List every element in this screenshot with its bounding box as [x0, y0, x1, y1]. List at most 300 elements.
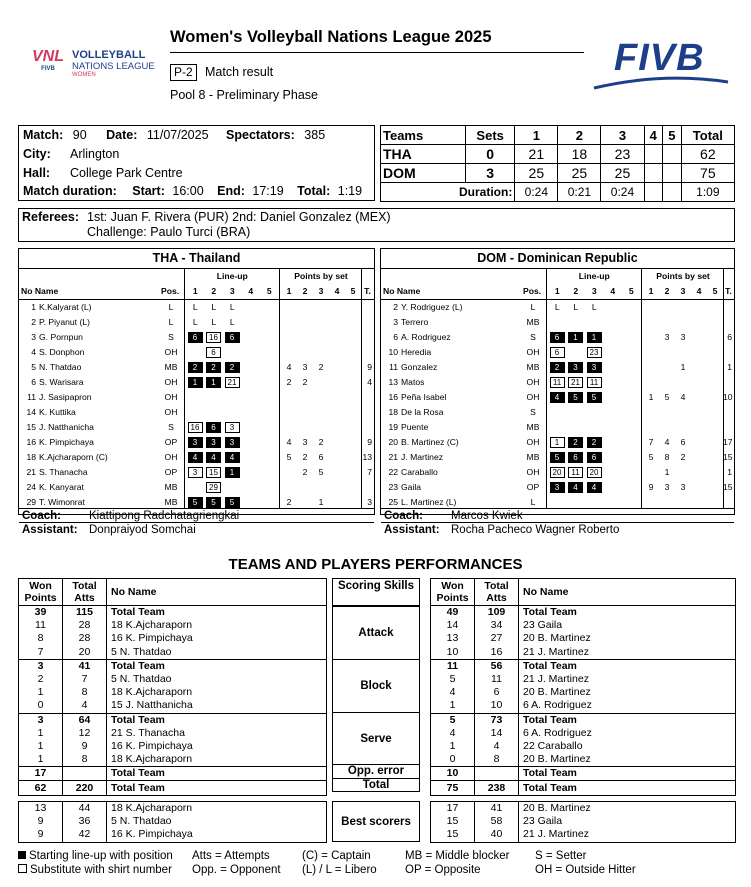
vnl-logo-line2: NATIONS LEAGUE — [72, 61, 155, 72]
player-name: Total Team — [107, 713, 327, 727]
set-points: 1 — [680, 362, 686, 372]
skill-label: Total — [332, 778, 420, 792]
assistant-label: Assistant: — [384, 524, 440, 536]
filled-square-icon — [18, 851, 26, 859]
skill-label: Opp. error — [332, 764, 420, 778]
total-attempts: 36 — [63, 815, 107, 828]
total-attempts: 14 — [475, 727, 519, 740]
won-points: 1 — [19, 753, 63, 767]
points-set-header: 1 — [648, 286, 654, 296]
set-points — [345, 315, 361, 330]
player-performance-row — [431, 686, 736, 699]
player-name: Puente — [401, 422, 429, 432]
points-by-set-header: Points by set — [294, 271, 348, 281]
player-name: J. Natthanicha — [39, 422, 94, 432]
player-name: K. Pimpichaya — [39, 437, 94, 447]
total-attempts: 20 — [63, 646, 107, 660]
set-points — [297, 300, 313, 315]
player-row — [381, 465, 734, 480]
legend-l5: (C) = Captain — [302, 850, 371, 862]
won-points: 14 — [431, 619, 475, 632]
starting-position-box: 6 — [550, 332, 565, 343]
set-points — [707, 375, 723, 390]
best-scorer-row — [19, 815, 327, 828]
referees-box — [18, 208, 735, 242]
set-points — [313, 405, 329, 420]
lineup-set-header: 5 — [628, 286, 634, 296]
player-row — [19, 330, 374, 345]
points-set-header: 4 — [696, 286, 702, 296]
substitute-box: 29 — [206, 482, 221, 493]
total-points: 15 — [723, 452, 733, 462]
set-points — [643, 330, 659, 345]
player-name: 6 A. Rodriguez — [519, 699, 736, 713]
column-divider — [546, 268, 547, 508]
starting-position-box: 5 — [550, 452, 565, 463]
set-points: 2 — [302, 452, 308, 462]
date-label: Date: — [106, 128, 138, 142]
points-set-header: 2 — [302, 286, 308, 296]
total-points-header: T. — [725, 286, 732, 296]
set-points — [643, 420, 659, 435]
won-points: 4 — [431, 686, 475, 699]
player-name: 20 B. Martinez — [519, 632, 736, 645]
player-name: Total Team — [107, 659, 327, 673]
performances-title: TEAMS AND PLAYERS PERFORMANCES — [228, 556, 523, 573]
set-points — [691, 450, 707, 465]
won-points: 2 — [19, 673, 63, 686]
total-points: 6 — [727, 332, 732, 342]
set-points: 5 — [286, 452, 292, 462]
starting-position-box: 3 — [568, 362, 583, 373]
lineup-set-header: 2 — [573, 286, 579, 296]
total-time: 1:19 — [337, 184, 363, 198]
starting-position-box: 2 — [550, 362, 565, 373]
points-set-header: 1 — [286, 286, 292, 296]
player-position: MB — [164, 482, 178, 492]
player-number: 3 — [393, 317, 398, 327]
lineup-set-header: 3 — [591, 286, 597, 296]
player-name: Total Team — [519, 606, 736, 620]
start-label: Start: — [132, 184, 165, 198]
set-points: 7 — [648, 437, 654, 447]
set-points — [659, 345, 675, 360]
lineup-set-header: 5 — [266, 286, 272, 296]
spectators-value: 385 — [304, 128, 326, 142]
score-cell: 3 — [466, 164, 515, 183]
player-name: K.Ajcharaporn (C) — [39, 452, 108, 462]
score-header-cell: Sets — [466, 126, 515, 145]
player-name: 5 N. Thatdao — [107, 815, 327, 828]
player-position: OH — [164, 392, 178, 402]
set-points — [329, 315, 345, 330]
team-total-row — [431, 781, 736, 795]
player-row — [381, 360, 734, 375]
player-row — [19, 405, 374, 420]
vnl-mark: VNL — [32, 48, 64, 65]
player-performance-row — [19, 646, 327, 660]
player-name: 23 Gaila — [519, 815, 736, 828]
player-name: 23 Gaila — [519, 619, 736, 632]
right-best-scorers-table — [430, 801, 736, 843]
won-points: 11 — [431, 659, 475, 673]
set-points — [345, 420, 361, 435]
total-attempts: 10 — [475, 699, 519, 713]
player-name: Total Team — [107, 767, 327, 781]
no-name-header: No Name — [107, 579, 327, 606]
player-performance-row — [19, 740, 327, 753]
set-points — [675, 375, 691, 390]
substitute-box: 11 — [568, 467, 583, 478]
score-header-cell: 5 — [663, 126, 682, 145]
score-cell: 62 — [681, 145, 734, 164]
column-divider — [279, 268, 280, 508]
assistant-row — [19, 522, 374, 537]
end-time: 17:19 — [252, 184, 284, 198]
lineup-header: Line-up — [216, 271, 248, 281]
team-total-row — [19, 767, 327, 781]
substitute-box: 21 — [225, 377, 240, 388]
team-title: DOM - Dominican Republic — [381, 249, 734, 269]
column-divider — [184, 268, 185, 508]
score-team-code: THA — [381, 145, 466, 164]
coach-row — [19, 508, 374, 523]
player-performance-row — [19, 753, 327, 767]
player-position: OH — [164, 377, 178, 387]
player-name: 18 K.Ajcharaporn — [107, 753, 327, 767]
starting-position-box: 5 — [206, 497, 221, 508]
set-duration — [663, 183, 682, 202]
starting-position-box: 1 — [225, 467, 240, 478]
player-position: S — [530, 332, 536, 342]
lineup-set-header: 1 — [192, 286, 198, 296]
player-performance-row — [431, 673, 736, 686]
player-number: 18 — [388, 407, 398, 417]
won-points: 0 — [19, 699, 63, 713]
score-header-cell: 1 — [515, 126, 558, 145]
no-name-header: No Name — [383, 286, 421, 296]
set-points: 6 — [318, 452, 324, 462]
match-number: 90 — [72, 128, 87, 142]
end-label: End: — [217, 184, 245, 198]
total-attempts: 28 — [63, 632, 107, 645]
total-attempts: 42 — [63, 828, 107, 842]
set-points: 1 — [648, 392, 654, 402]
player-row — [19, 450, 374, 465]
won-points: 5 — [431, 713, 475, 727]
set-points — [691, 420, 707, 435]
total-points — [723, 345, 732, 360]
player-row — [19, 360, 374, 375]
player-row — [19, 390, 374, 405]
player-row — [381, 330, 734, 345]
set-points: 3 — [680, 332, 686, 342]
set-points — [281, 465, 297, 480]
set-points: 4 — [286, 362, 292, 372]
total-atts-header: Total Atts — [475, 579, 519, 606]
performance-header-row — [19, 579, 327, 606]
legend-l2: Substitute with shirt number — [30, 864, 172, 876]
start-time: 16:00 — [172, 184, 204, 198]
total-points: 9 — [367, 437, 372, 447]
set-points — [329, 405, 345, 420]
player-row — [19, 300, 374, 315]
player-name: 20 B. Martinez — [519, 802, 736, 816]
set-points — [643, 345, 659, 360]
starting-position-box: 4 — [568, 482, 583, 493]
player-name: A. Rodriguez — [401, 332, 451, 342]
player-position: S — [530, 407, 536, 417]
set-points — [297, 330, 313, 345]
starting-position-box: 1 — [206, 377, 221, 388]
player-position: OH — [526, 377, 540, 387]
total-attempts — [63, 767, 107, 781]
points-set-header: 5 — [350, 286, 356, 296]
set-points — [345, 435, 361, 450]
set-points — [297, 405, 313, 420]
score-header-cell: 3 — [601, 126, 644, 145]
player-number: 21 — [26, 467, 36, 477]
lineup-libero: L — [573, 302, 579, 312]
player-name: 6 A. Rodriguez — [519, 727, 736, 740]
score-header-row — [381, 126, 735, 145]
best-scorer-row — [19, 828, 327, 842]
set-duration: 0:21 — [558, 183, 601, 202]
best-scorer-row — [431, 802, 736, 816]
set-points — [329, 450, 345, 465]
set-points: 2 — [302, 377, 308, 387]
player-position: MB — [526, 422, 540, 432]
won-points: 3 — [19, 659, 63, 673]
won-points: 1 — [431, 699, 475, 713]
set-points — [707, 360, 723, 375]
set-duration: 0:24 — [601, 183, 644, 202]
skill-label: Attack — [332, 606, 420, 660]
set-points — [643, 465, 659, 480]
points-set-header: 5 — [712, 286, 718, 296]
player-name: 18 K.Ajcharaporn — [107, 619, 327, 632]
won-points: 13 — [431, 632, 475, 645]
player-number: 24 — [26, 482, 36, 492]
player-name: De la Rosa — [401, 407, 444, 417]
set-points — [659, 315, 675, 330]
pool-phase: Pool 8 - Preliminary Phase — [170, 88, 318, 102]
total-points: 1 — [727, 467, 732, 477]
score-cell: 25 — [515, 164, 558, 183]
player-position: MB — [164, 497, 178, 507]
won-points: 15 — [431, 815, 475, 828]
set-points — [345, 375, 361, 390]
player-position: OH — [526, 347, 540, 357]
player-performance-row — [431, 699, 736, 713]
set-points — [345, 450, 361, 465]
player-row — [19, 375, 374, 390]
player-position: L — [530, 497, 536, 507]
player-row — [381, 450, 734, 465]
set-points: 3 — [664, 332, 670, 342]
player-name: 16 K. Pimpichaya — [107, 632, 327, 645]
score-cell: 25 — [558, 164, 601, 183]
set-points — [329, 300, 345, 315]
player-name: Total Team — [519, 767, 736, 781]
player-row — [19, 315, 374, 330]
score-cell: 18 — [558, 145, 601, 164]
column-divider — [641, 268, 642, 508]
lineup-libero: L — [229, 302, 235, 312]
total-label: Total: — [297, 184, 331, 198]
set-points: 1 — [318, 497, 324, 507]
legend-l3: Atts = Attempts — [192, 850, 270, 862]
set-points — [345, 390, 361, 405]
substitute-box: 21 — [568, 377, 583, 388]
won-points: 8 — [19, 632, 63, 645]
left-performance-table — [18, 578, 327, 796]
score-cell — [663, 145, 682, 164]
total-points — [723, 300, 732, 315]
legend-l10: OH = Outside Hitter — [535, 864, 636, 876]
points-set-header: 3 — [318, 286, 324, 296]
set-points — [281, 315, 297, 330]
player-number: 18 — [26, 452, 36, 462]
won-points: 0 — [431, 753, 475, 767]
player-position: OP — [164, 437, 178, 447]
score-cell: 0 — [466, 145, 515, 164]
player-name: G. Pornpun — [39, 332, 83, 342]
player-name: Total Team — [519, 713, 736, 727]
substitute-box: 16 — [188, 422, 203, 433]
total-attempts: 6 — [475, 686, 519, 699]
set-points: 4 — [286, 437, 292, 447]
total-points: 4 — [367, 377, 372, 387]
starting-position-box: 2 — [188, 362, 203, 373]
player-number: 11 — [27, 392, 36, 402]
set-points — [281, 420, 297, 435]
set-points — [643, 405, 659, 420]
referees-label: Referees: — [22, 210, 79, 224]
player-name: 15 J. Natthanicha — [107, 699, 327, 713]
set-points — [659, 360, 675, 375]
won-points: 10 — [431, 646, 475, 660]
legend-starting — [18, 850, 173, 862]
set-points — [691, 390, 707, 405]
set-points — [345, 480, 361, 495]
starting-position-box: 6 — [188, 332, 203, 343]
set-points — [281, 405, 297, 420]
set-points: 8 — [664, 452, 670, 462]
starting-position-box: 3 — [225, 437, 240, 448]
player-position: L — [168, 317, 174, 327]
set-points: 6 — [680, 437, 686, 447]
referees-line1: 1st: Juan F. Rivera (PUR) 2nd: Daniel Gonzalez (MEX) — [87, 210, 391, 224]
empty-square-icon — [18, 864, 27, 873]
won-points: 9 — [19, 828, 63, 842]
substitute-box: 3 — [225, 422, 240, 433]
set-points: 9 — [648, 482, 654, 492]
lineup-header: Line-up — [578, 271, 610, 281]
performance-header-row — [431, 579, 736, 606]
lineup-libero: L — [229, 317, 235, 327]
set-points — [659, 405, 675, 420]
set-points — [281, 345, 297, 360]
player-name: K.Kalyarat (L) — [39, 302, 92, 312]
set-points — [691, 345, 707, 360]
set-points — [675, 300, 691, 315]
set-points: 2 — [318, 437, 324, 447]
total-points: 17 — [723, 437, 733, 447]
score-team-code: DOM — [381, 164, 466, 183]
set-points — [675, 345, 691, 360]
points-set-header: 3 — [680, 286, 686, 296]
set-points: 1 — [664, 467, 670, 477]
set-points — [707, 345, 723, 360]
set-points — [329, 375, 345, 390]
substitute-box: 11 — [550, 377, 565, 388]
player-name: 21 J. Martinez — [519, 673, 736, 686]
column-divider — [546, 268, 547, 283]
total-attempts: 64 — [63, 713, 107, 727]
set-points — [691, 315, 707, 330]
set-points — [691, 375, 707, 390]
no-name-header: No Name — [519, 579, 736, 606]
substitute-box: 11 — [587, 377, 602, 388]
set-points — [691, 435, 707, 450]
player-performance-row — [431, 753, 736, 767]
player-number: 11 — [389, 362, 398, 372]
duration-label: Match duration: — [23, 184, 117, 198]
set-points — [691, 300, 707, 315]
set-points — [281, 480, 297, 495]
total-attempts: 8 — [63, 686, 107, 699]
set-points: 2 — [286, 377, 292, 387]
lineup-libero: L — [192, 302, 198, 312]
set-points — [675, 420, 691, 435]
player-position: OP — [526, 482, 540, 492]
match-date: 11/07/2025 — [146, 128, 209, 142]
player-name: Caraballo — [401, 467, 438, 477]
legend-l4: Opp. = Opponent — [192, 864, 281, 876]
starting-position-box: 1 — [568, 332, 583, 343]
player-name: T. Wimonrat — [39, 497, 85, 507]
player-number: 25 — [388, 497, 398, 507]
set-duration: 0:24 — [515, 183, 558, 202]
player-name: 20 B. Martinez — [519, 753, 736, 767]
player-number: 2 — [393, 302, 398, 312]
total-points-header: T. — [364, 286, 371, 296]
starting-position-box: 1 — [587, 332, 602, 343]
total-attempts: 238 — [475, 781, 519, 795]
player-name: L. Martinez (L) — [401, 497, 457, 507]
total-attempts: 11 — [475, 673, 519, 686]
set-points — [345, 465, 361, 480]
player-position: S — [168, 422, 174, 432]
player-number: 29 — [26, 497, 36, 507]
set-points: 4 — [664, 437, 670, 447]
player-position: OP — [164, 467, 178, 477]
starting-position-box: 2 — [568, 437, 583, 448]
set-points — [707, 390, 723, 405]
set-points — [691, 465, 707, 480]
set-points — [707, 300, 723, 315]
total-points — [361, 420, 372, 435]
player-performance-row — [431, 632, 736, 645]
score-header-cell: Total — [681, 126, 734, 145]
set-points — [691, 480, 707, 495]
set-points — [329, 345, 345, 360]
won-points: 1 — [19, 727, 63, 740]
substitute-box: 15 — [206, 467, 221, 478]
player-name: Terrero — [401, 317, 429, 327]
total-points: 15 — [723, 482, 733, 492]
